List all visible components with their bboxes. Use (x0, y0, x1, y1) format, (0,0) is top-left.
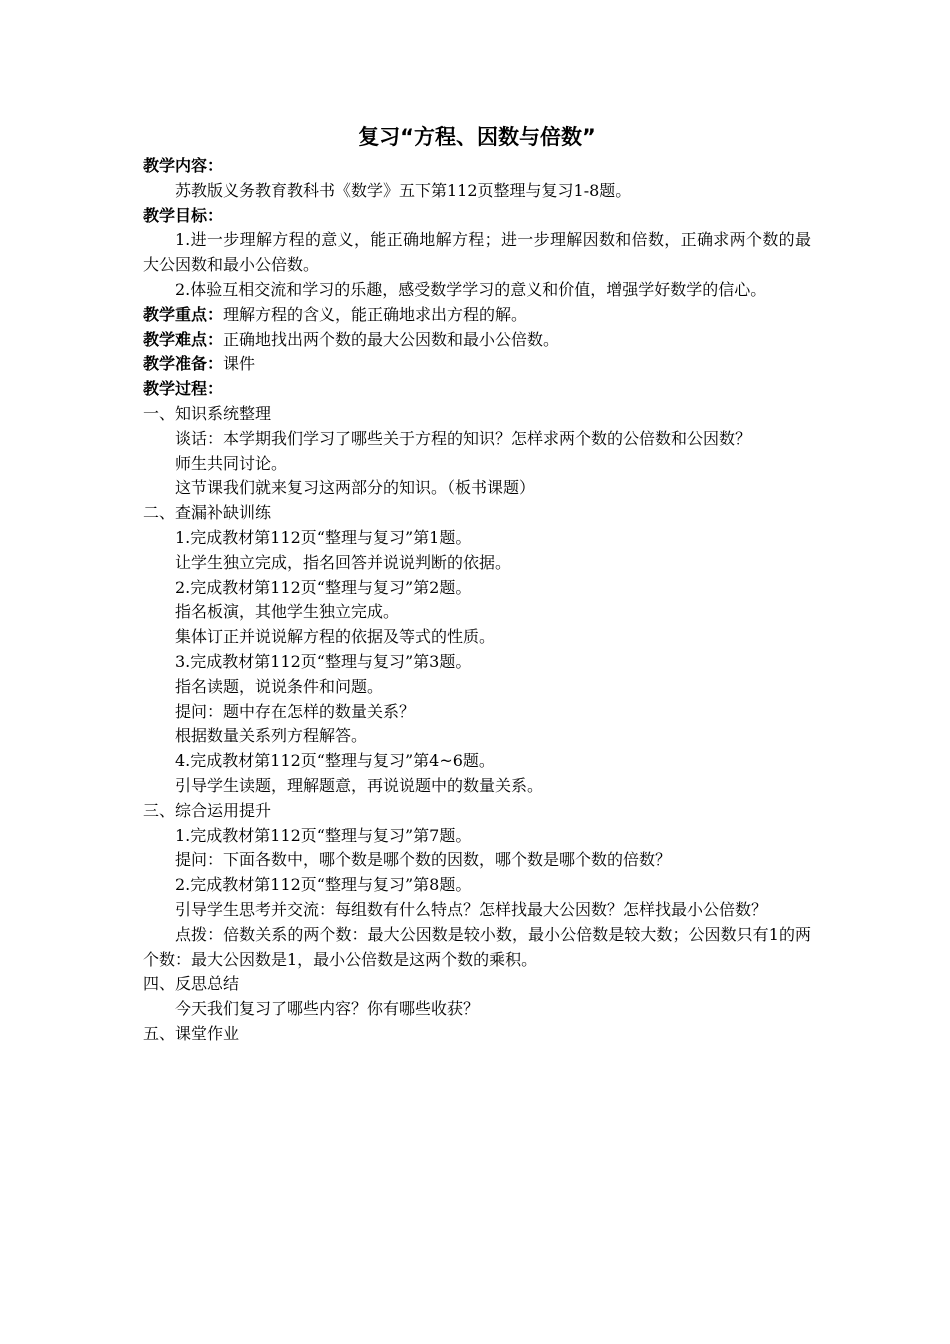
section-2-para-6: 3.完成教材第112页“整理与复习”第3题。 (175, 651, 472, 671)
key-text: 理解方程的含义，能正确地求出方程的解。 (223, 304, 528, 324)
section-3-para-1: 1.完成教材第112页“整理与复习”第7题。 (175, 825, 472, 845)
section-2-para-4: 指名板演，其他学生独立完成。 (175, 602, 400, 622)
goals-label: 教学目标： (143, 205, 224, 225)
content-label: 教学内容： (143, 156, 224, 175)
section-5-heading: 五、课堂作业 (143, 1023, 240, 1043)
section-2-para-3: 2.完成教材第112页“整理与复习”第2题。 (175, 577, 472, 597)
section-4-heading: 四、反思总结 (143, 974, 240, 994)
section-3-para-4: 引导学生思考并交流：每组数有什么特点？怎样找最大公因数？怎样找最小公倍数？ (175, 899, 768, 919)
section-2-para-7: 指名读题，说说条件和问题。 (175, 676, 384, 696)
key-label: 教学重点： (143, 304, 224, 324)
section-2-heading: 二、查漏补缺训练 (143, 503, 272, 523)
section-2-para-5: 集体订正并说说解方程的依据及等式的性质。 (175, 627, 496, 647)
difficulty-label: 教学难点： (143, 329, 224, 349)
section-2-para-11: 引导学生读题，理解题意，再说说题中的数量关系。 (175, 775, 544, 795)
section-4-para-1: 今天我们复习了哪些内容？你有哪些收获？ (175, 999, 480, 1019)
content-text: 苏教版义务教育教科书《数学》五下第112页整理与复习1-8题。 (175, 180, 632, 200)
section-2-para-8: 提问：题中存在怎样的数量关系？ (175, 701, 416, 721)
difficulty-text: 正确地找出两个数的最大公因数和最小公倍数。 (223, 329, 560, 349)
prep-label: 教学准备： (143, 354, 224, 374)
goal-2: 2.体验互相交流和学习的乐趣，感受数学学习的意义和价值，增强学好数学的信心。 (175, 279, 767, 299)
section-2-para-1: 1.完成教材第112页“整理与复习”第1题。 (175, 527, 472, 547)
section-2-para-9: 根据数量关系列方程解答。 (175, 726, 368, 746)
key-row (143, 303, 811, 328)
difficulty-row (143, 328, 811, 353)
section-1-para-2: 师生共同讨论。 (175, 453, 288, 473)
section-3-para-2: 提问：下面各数中，哪个数是哪个数的因数，哪个数是哪个数的倍数？ (175, 850, 672, 870)
section-3-para-5: 点拨：倍数关系的两个数：最大公因数是较小数，最小公倍数是较大数；公因数只有1的两个数：最大公因数是1，最小公倍数是这两个数的乘积。 (143, 924, 811, 969)
goal-1: 1.进一步理解方程的意义，能正确地解方程；进一步理解因数和倍数，正确求两个数的最大公因数和最小公倍数。 (143, 230, 811, 275)
section-1-heading: 一、知识系统整理 (143, 403, 272, 423)
section-2-para-2: 让学生独立完成，指名回答并说说判断的依据。 (175, 552, 512, 572)
document-title: 复习“方程、因数与倍数” (358, 125, 596, 149)
section-3-heading: 三、综合运用提升 (143, 800, 272, 820)
prep-text: 课件 (223, 354, 256, 374)
section-1-para-3: 这节课我们就来复习这两部分的知识。（板书课题） (175, 478, 536, 498)
section-1-para-1: 谈话：本学期我们学习了哪些关于方程的知识？怎样求两个数的公倍数和公因数？ (175, 428, 752, 448)
process-label: 教学过程： (143, 379, 224, 399)
section-2-para-10: 4.完成教材第112页“整理与复习”第4~6题。 (175, 751, 495, 771)
prep-row (143, 352, 811, 377)
section-3-para-3: 2.完成教材第112页“整理与复习”第8题。 (175, 875, 472, 895)
content-row (143, 154, 811, 179)
process-row (143, 377, 811, 402)
goals-row (143, 204, 811, 229)
document-page (143, 122, 811, 1047)
